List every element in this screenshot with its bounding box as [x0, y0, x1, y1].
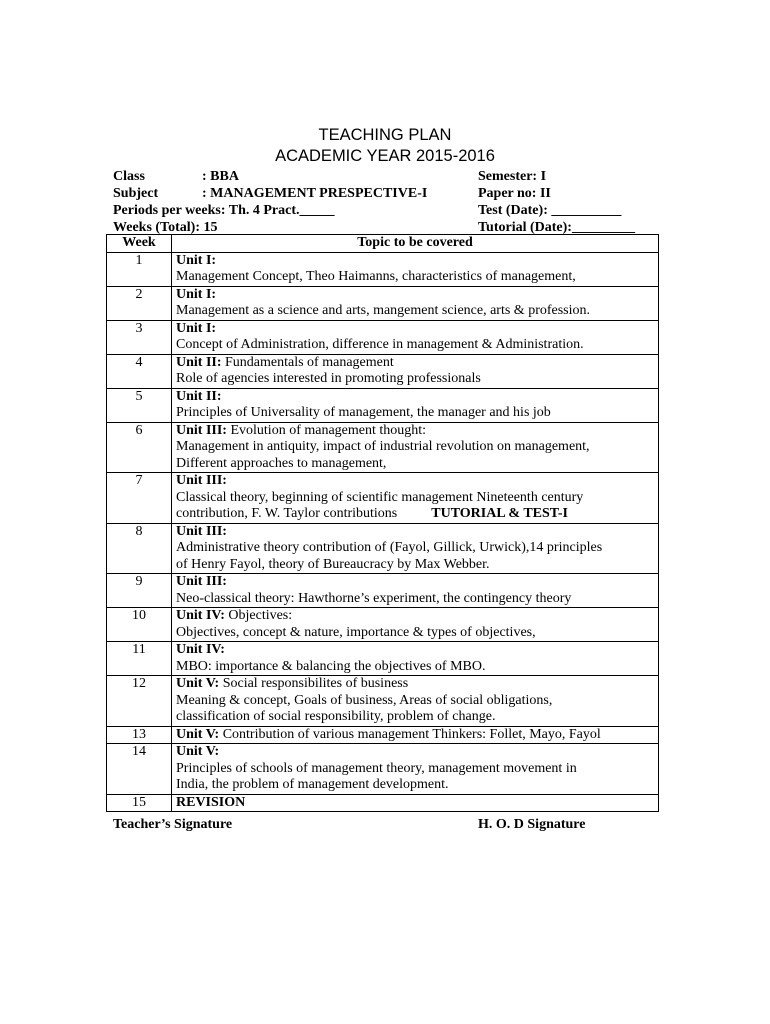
topic-text: Objectives, concept & nature, importance & types of objectives, [176, 624, 536, 640]
table-row [107, 523, 659, 574]
topic-text: classification of social responsibility, problem of change. [176, 709, 496, 724]
unit-label: Unit II: [176, 354, 222, 370]
topic-text: Meaning & concept, Goals of business, Areas of social obligations, [176, 692, 553, 708]
unit-label: Unit III: [176, 422, 227, 438]
week-number: 7 [107, 473, 172, 524]
unit-label: Unit II: [176, 388, 222, 404]
unit-label: Unit IV: [176, 608, 225, 623]
table-row [107, 794, 659, 812]
hod-signature-label: H. O. D Signature [478, 817, 586, 832]
topic-text: MBO: importance & balancing the objectives of MBO. [176, 658, 486, 674]
topic-text: India, the problem of management development. [176, 777, 449, 792]
table-row [107, 320, 659, 354]
topic-line [176, 625, 654, 642]
table-row [107, 608, 659, 642]
topic-cell [172, 794, 659, 812]
week-number: 1 [107, 252, 172, 286]
topic-line [176, 337, 654, 354]
table-row [107, 574, 659, 608]
meta-row-class [113, 168, 673, 185]
unit-heading-line [176, 321, 654, 338]
test-date: Test (Date): __________ [478, 203, 622, 218]
week-number: 13 [107, 726, 172, 744]
topic-text: Administrative theory contribution of (Fayol, Gillick, Urwick),14 principles [176, 540, 603, 555]
meta-row-periods [113, 202, 673, 219]
topic-text: Different approaches to management, [176, 455, 387, 471]
table-row [107, 642, 659, 676]
topic-line [176, 456, 654, 473]
topic-cell [172, 320, 659, 354]
academic-year: ACADEMIC YEAR 2015-2016 [275, 147, 495, 165]
topic-cell [172, 473, 659, 524]
week-number: 6 [107, 422, 172, 473]
unit-title: Social responsibilites of business [219, 676, 409, 691]
unit-heading-line [176, 727, 654, 744]
topic-cell [172, 252, 659, 286]
unit-label: Unit IV: [176, 642, 225, 657]
topic-line [176, 761, 654, 778]
unit-heading-line [176, 389, 654, 406]
unit-heading-line [176, 473, 654, 490]
unit-heading-line [176, 642, 654, 659]
table-body [107, 252, 659, 812]
table-row [107, 388, 659, 422]
semester: Semester: I [478, 169, 547, 184]
week-number: 11 [107, 642, 172, 676]
topic-line [176, 591, 654, 608]
topic-cell [172, 744, 659, 795]
unit-title: Evolution of management thought: [226, 422, 427, 438]
topic-line [176, 777, 654, 794]
topic-line [176, 693, 654, 710]
table-header-row [107, 235, 659, 253]
topic-text: Management as a science and arts, mangement science, arts & profession. [176, 303, 591, 318]
unit-label: Unit V: [176, 676, 220, 691]
topic-line [176, 490, 654, 507]
unit-heading-line [176, 744, 654, 761]
topic-cell [172, 388, 659, 422]
unit-label: REVISION [176, 794, 246, 810]
topic-cell [172, 286, 659, 320]
topic-line [176, 557, 654, 574]
unit-heading-line [176, 524, 654, 541]
week-number: 15 [107, 794, 172, 812]
unit-label: Unit I: [176, 320, 217, 336]
week-number: 3 [107, 320, 172, 354]
unit-title: Fundamentals of management [221, 354, 394, 370]
topic-line [176, 405, 654, 422]
topic-line [176, 659, 654, 676]
week-number: 2 [107, 286, 172, 320]
unit-title: Objectives: [224, 608, 293, 623]
unit-label: Unit III: [176, 473, 227, 488]
topic-line [176, 506, 654, 523]
topic-cell [172, 608, 659, 642]
topic-text: Concept of Administration, difference in management & Administration. [176, 337, 584, 352]
topic-text: Role of agencies interested in promoting professionals [176, 371, 481, 386]
week-column-header: Week [107, 235, 172, 253]
unit-label: Unit I: [176, 252, 217, 268]
table-row [107, 286, 659, 320]
unit-heading-line [176, 355, 654, 372]
plan-meta [113, 168, 673, 236]
table-row [107, 676, 659, 727]
unit-label: Unit III: [176, 523, 227, 539]
topic-text: Principles of Universality of management, the manager and his job [176, 405, 551, 420]
table-row [107, 726, 659, 744]
week-number: 10 [107, 608, 172, 642]
table-row [107, 252, 659, 286]
page-title: TEACHING PLAN [318, 126, 452, 144]
unit-heading-line [176, 287, 654, 304]
topic-cell [172, 422, 659, 473]
week-number: 12 [107, 676, 172, 727]
weeks-total: Weeks (Total): 15 [113, 220, 218, 235]
paper-no: Paper no: II [478, 186, 551, 201]
unit-label: Unit V: [176, 726, 220, 742]
topic-line [176, 540, 654, 557]
periods-per-week: Periods per weeks: Th. 4 Pract._____ [113, 203, 335, 218]
unit-heading-line [176, 253, 654, 270]
week-number: 14 [107, 744, 172, 795]
topic-line [176, 371, 654, 388]
topic-text: Principles of schools of management theory, management movement in [176, 760, 577, 776]
topic-line [176, 303, 654, 320]
unit-title: Contribution of various management Thinkers: Follet, Mayo, Fayol [219, 726, 601, 742]
unit-heading-line [176, 574, 654, 591]
table-row [107, 473, 659, 524]
topic-column-header: Topic to be covered [172, 235, 659, 253]
topic-text: Management in antiquity, impact of industrial revolution on management, [176, 439, 590, 454]
class-value: : BBA [202, 169, 239, 184]
topic-text: contribution, F. W. Taylor contributions [176, 506, 398, 521]
subject-value: : MANAGEMENT PRESPECTIVE-I [202, 186, 428, 201]
class-label: Class [113, 169, 145, 184]
unit-heading-line [176, 423, 654, 440]
topic-line [176, 269, 654, 286]
table-row [107, 354, 659, 388]
topic-text: Classical theory, beginning of scientific management Nineteenth century [176, 489, 584, 505]
unit-label: Unit V: [176, 744, 220, 759]
topic-cell [172, 676, 659, 727]
unit-label: Unit III: [176, 574, 227, 589]
teaching-plan-table [106, 234, 659, 812]
topic-text: Management Concept, Theo Haimanns, characteristics of management, [176, 269, 576, 284]
topic-text: Neo-classical theory: Hawthorne’s experiment, the contingency theory [176, 590, 572, 606]
unit-label: Unit I: [176, 286, 217, 302]
unit-heading-line [176, 676, 654, 693]
tutorial-test-label: TUTORIAL & TEST-I [431, 506, 568, 521]
table-row [107, 744, 659, 795]
teacher-signature-label: Teacher’s Signature [113, 817, 233, 832]
table-row [107, 422, 659, 473]
unit-heading-line [176, 795, 654, 812]
meta-row-subject [113, 185, 673, 202]
week-number: 9 [107, 574, 172, 608]
topic-line [176, 439, 654, 456]
week-number: 4 [107, 354, 172, 388]
subject-label: Subject [113, 186, 159, 201]
week-number: 5 [107, 388, 172, 422]
topic-cell [172, 523, 659, 574]
topic-cell [172, 354, 659, 388]
unit-heading-line [176, 608, 654, 625]
topic-line [176, 709, 654, 726]
week-number: 8 [107, 523, 172, 574]
topic-cell [172, 642, 659, 676]
topic-text: of Henry Fayol, theory of Bureaucracy by Max Webber. [176, 556, 490, 572]
topic-cell [172, 726, 659, 744]
topic-cell [172, 574, 659, 608]
tutorial-date: Tutorial (Date):_________ [478, 220, 635, 235]
